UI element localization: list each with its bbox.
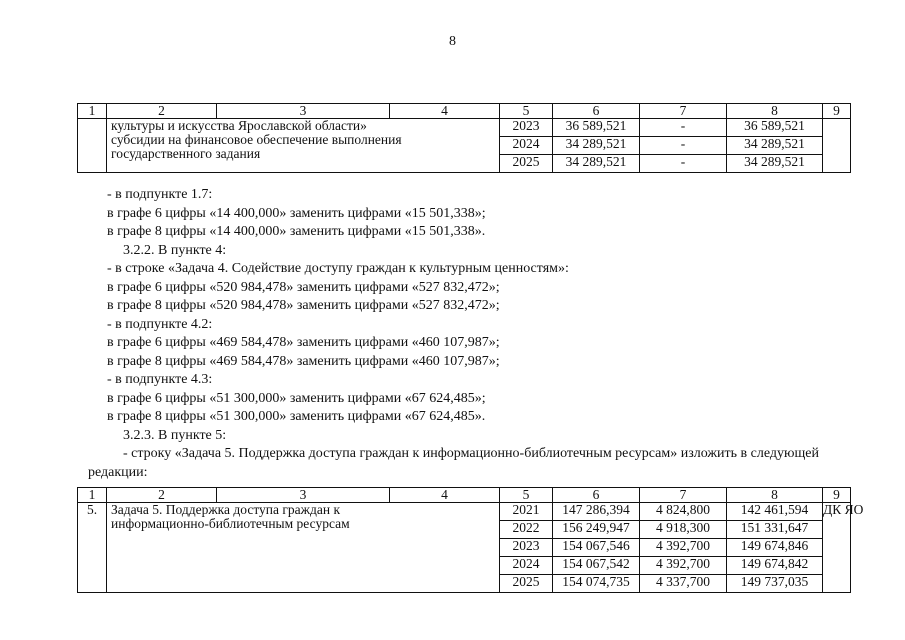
year-cell: 2021 <box>500 503 553 521</box>
header-cell: 6 <box>553 104 640 119</box>
header-cell: 9 <box>823 488 851 503</box>
text-line: 3.2.2. В пункте 4: <box>123 242 227 258</box>
text-line: в графе 8 цифры «469 584,478» заменить цифрами «460 107,987»; <box>107 353 500 369</box>
amount-cell: 149 674,846 <box>727 539 823 557</box>
text-line: - в подпункте 4.3: <box>107 372 213 387</box>
amount-cell: 154 074,735 <box>553 575 640 593</box>
year-cell: 2025 <box>500 155 553 173</box>
header-cell: 9 <box>823 104 851 119</box>
number-cell <box>78 119 107 173</box>
text-line: в графе 8 цифры «520 984,478» заменить цифрами «527 832,472»; <box>107 298 500 313</box>
text-line: редакции: <box>88 464 148 480</box>
header-cell: 4 <box>390 104 500 119</box>
amount-cell: 4 337,700 <box>640 575 727 593</box>
amount-cell: - <box>640 155 727 173</box>
header-cell: 4 <box>390 488 500 503</box>
text-line: - в подпункте 1.7: <box>107 187 213 202</box>
header-cell: 3 <box>217 104 390 119</box>
amount-cell: 4 918,300 <box>640 521 727 539</box>
amount-cell: 154 067,542 <box>553 557 640 575</box>
responsible-cell <box>823 119 851 173</box>
description-cell <box>107 119 500 173</box>
description-line: Задача 5. Поддержка доступа граждан к <box>111 502 341 517</box>
amount-cell: 149 737,035 <box>727 575 823 593</box>
header-cell: 3 <box>217 488 390 503</box>
text-line: 3.2.3. В пункте 5: <box>123 427 227 443</box>
text-line: - в строке «Задача 4. Содействие доступу граждан к культурным ценностям»: <box>107 261 569 276</box>
text-line: - строку «Задача 5. Поддержка доступа граждан к информационно-библиотечным ресурсам» изложить в следующей <box>123 446 819 461</box>
amount-cell: 156 249,947 <box>553 521 640 539</box>
amount-cell: 4 392,700 <box>640 557 727 575</box>
text-line: в графе 6 цифры «14 400,000» заменить цифрами «15 501,338»; <box>107 205 486 221</box>
table-header-row <box>78 488 851 503</box>
year-cell: 2022 <box>500 521 553 539</box>
amount-cell: 4 392,700 <box>640 539 727 557</box>
amount-cell: 36 589,521 <box>553 119 640 137</box>
text-line: в графе 6 цифры «520 984,478» заменить цифрами «527 832,472»; <box>107 279 500 295</box>
amount-cell: 34 289,521 <box>553 155 640 173</box>
table-row <box>78 503 851 521</box>
description-line: информационно-библиотечным ресурсам <box>111 516 350 531</box>
table-row <box>78 119 851 137</box>
header-cell: 8 <box>727 104 823 119</box>
amount-cell: 34 289,521 <box>553 137 640 155</box>
header-cell: 6 <box>553 488 640 503</box>
amount-cell: 4 824,800 <box>640 503 727 521</box>
year-cell: 2023 <box>500 119 553 137</box>
amount-cell: 151 331,647 <box>727 521 823 539</box>
text-line: в графе 8 цифры «14 400,000» заменить цифрами «15 501,338». <box>107 224 486 239</box>
amount-cell: 149 674,842 <box>727 557 823 575</box>
description-line: культуры и искусства Ярославской области» <box>111 118 367 133</box>
year-cell: 2024 <box>500 137 553 155</box>
amount-cell: - <box>640 137 727 155</box>
description-cell <box>107 503 500 593</box>
amount-cell: 34 289,521 <box>727 155 823 173</box>
amount-cell: 36 589,521 <box>727 119 823 137</box>
header-cell: 5 <box>500 104 553 119</box>
page-number: 8 <box>449 34 456 49</box>
amount-cell: 154 067,546 <box>553 539 640 557</box>
header-cell: 1 <box>78 488 107 503</box>
header-cell: 7 <box>640 488 727 503</box>
year-cell: 2024 <box>500 557 553 575</box>
description-line: государственного задания <box>111 146 261 161</box>
budget-table-continuation <box>77 103 851 173</box>
description-line: субсидии на финансовое обеспечение выполнения <box>111 132 402 147</box>
amount-cell: 147 286,394 <box>553 503 640 521</box>
number-cell: 5. <box>78 503 107 593</box>
year-cell: 2023 <box>500 539 553 557</box>
text-line: в графе 8 цифры «51 300,000» заменить цифрами «67 624,485». <box>107 409 486 424</box>
amount-cell: 142 461,594 <box>727 503 823 521</box>
responsible-cell: ДК ЯО <box>823 503 851 593</box>
table-header-row <box>78 104 851 119</box>
year-cell: 2025 <box>500 575 553 593</box>
text-line: в графе 6 цифры «51 300,000» заменить цифрами «67 624,485»; <box>107 390 486 406</box>
header-cell: 2 <box>107 488 217 503</box>
amount-cell: - <box>640 119 727 137</box>
header-cell: 7 <box>640 104 727 119</box>
text-line: - в подпункте 4.2: <box>107 316 213 332</box>
header-cell: 1 <box>78 104 107 119</box>
header-cell: 2 <box>107 104 217 119</box>
amendment-text <box>88 186 852 482</box>
budget-table-task-5 <box>77 487 864 593</box>
amount-cell: 34 289,521 <box>727 137 823 155</box>
header-cell: 8 <box>727 488 823 503</box>
text-line: в графе 6 цифры «469 584,478» заменить цифрами «460 107,987»; <box>107 335 500 350</box>
header-cell: 5 <box>500 488 553 503</box>
